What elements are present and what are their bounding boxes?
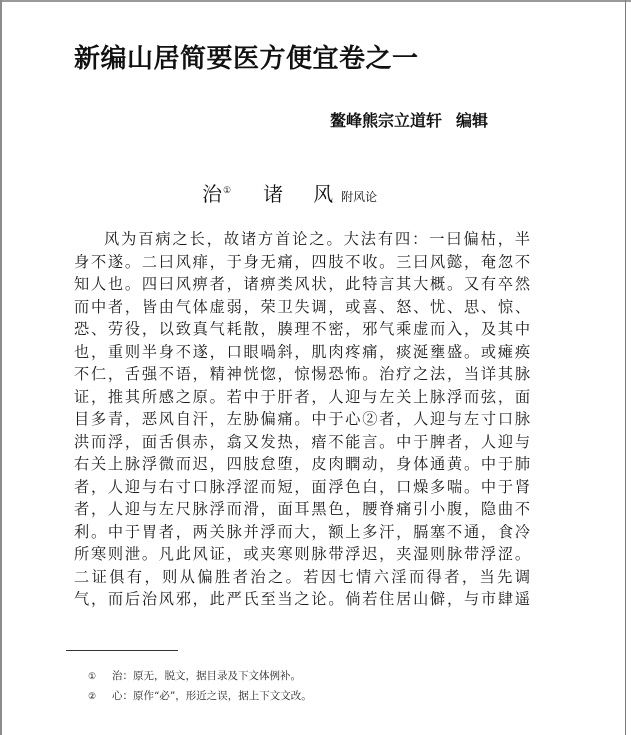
footnote-divider [66,650,178,651]
section-heading [202,178,377,207]
body-line: 身不遂。二曰风痱，于身无痛，四肢不收。三曰风懿，奄忽不 [74,252,530,271]
heading-char-1: 治 [202,182,222,206]
footnote-2-text: 心：原作“必”，形近之误，据上下文文改。 [112,690,312,702]
footnote-2-mark: ② [88,692,97,702]
footnote-2 [88,688,312,703]
author-line [330,108,488,131]
body-line: 而中者，皆由气体虚弱，荣卫失调，或喜、怒、忧、思、惊、 [74,297,530,316]
author-role: 编辑 [456,111,489,130]
body-line: 右关上脉浮微而迟，四肢怠堕，皮肉瞤动，身体通黄。中于肺 [74,455,530,473]
body-line: 利。中于胃者，两关脉并浮而大，额上多汗，膈塞不通，食冷 [74,522,530,541]
body-line: 目多青，恶风自汗，左胁偏痛。中于心②者，人迎与左寸口脉 [74,410,530,428]
body-line: 证，推其所感之原。若中于肝者，人迎与左关上脉浮而弦，面 [74,387,530,406]
body-line: 者，人迎与左尺脉浮而滑，面耳黑色，腰脊痛引小腹，隐曲不 [74,500,530,518]
body-line: 洪而浮，面舌俱赤，翕又发热，瘖不能言。中于脾者，人迎与 [74,432,530,451]
body-line: 不仁，舌强不语，精神恍惚，惊惕恐怖。治疗之法，当详其脉 [74,365,530,383]
footnote-1 [88,668,301,683]
body-line: 也，重则半身不遂，口眼喎斜，肌肉疼痛，痰涎壅盛。或瘫痪 [74,342,530,361]
body-line: 二证俱有，则从偏胜者治之。若因七情六淫而得者，当先调 [74,567,530,586]
heading-char-3: 风 [313,182,334,206]
author-name: 鳌峰熊宗立道轩 [330,111,443,130]
footnote-1-mark: ① [88,672,97,682]
heading-footnote-mark: ① [223,186,232,197]
body-line: 气，而后治风邪，此严氏至当之论。倘若住居山僻，与市肆遥 [74,590,530,608]
body-paragraph [74,228,530,611]
heading-char-2: 诸 [263,182,284,206]
footnote-1-text: 治：原无，脱文，据目录及下文体例补。 [112,670,301,682]
body-line: 所寒则泄。凡此风证，或夹寒则脉带浮迟，夹湿则脉带浮涩。 [74,545,530,563]
body-line: 风为百病之长，故诸方首论之。大法有四：一曰偏枯，半 [104,230,530,248]
body-line: 者，人迎与右寸口脉浮涩而短，面浮色白，口燥多喘。中于肾 [74,477,530,496]
book-title: 新编山居简要医方便宜卷之一 [74,44,419,74]
body-line: 知人也。四曰风痹者，诸痹类风状，此特言其大概。又有卒然 [74,275,530,293]
body-line: 恐、劳役，以致真气耗散，腠理不密，邪气乘虚而入，及其中 [74,320,530,338]
heading-subtitle: 附风论 [341,190,378,204]
